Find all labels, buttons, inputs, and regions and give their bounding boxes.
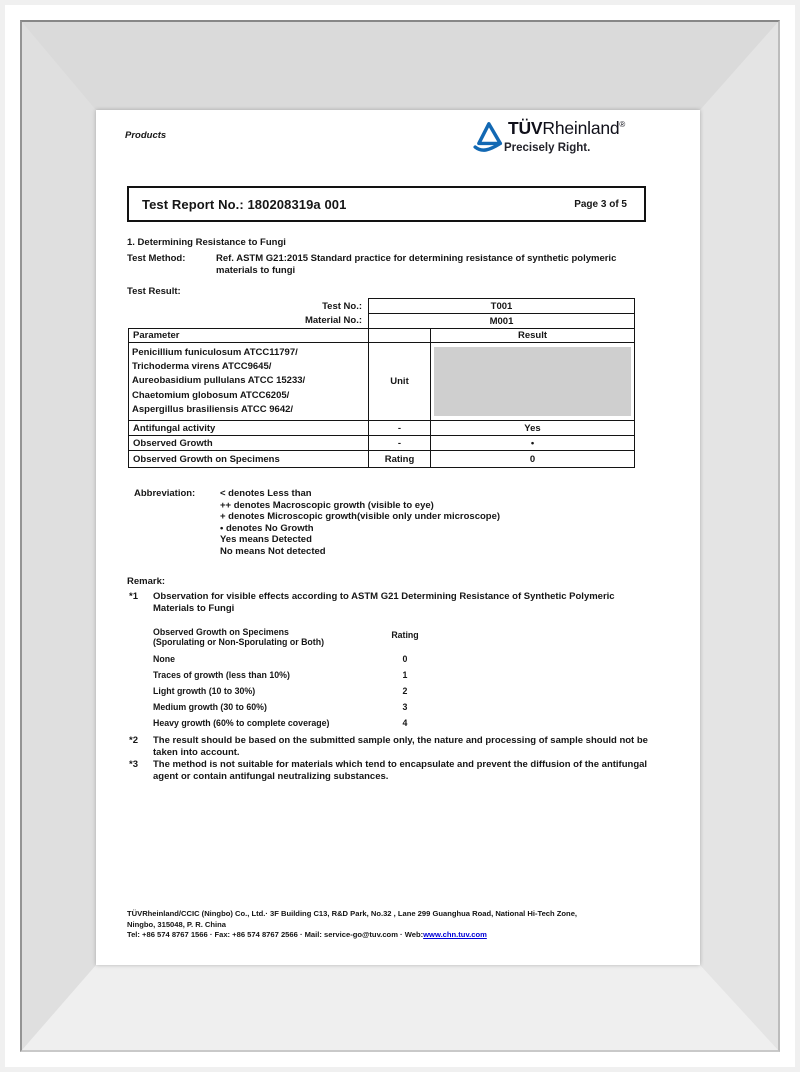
- logo-text-block: [504, 118, 626, 154]
- rating-row-label: Light growth (10 to 30%): [153, 685, 256, 696]
- redacted-result-box: [434, 347, 631, 416]
- footer-line-1: TÜVRheinland/CCIC (Ningbo) Co., Ltd.· 3F Building C13, R&D Park, No.32 , Lane 299 Guanghua Road, National Hi-Tech Zone,: [127, 909, 578, 918]
- test-no-row: [129, 299, 635, 314]
- website-link[interactable]: www.chn.tuv.com: [423, 930, 487, 940]
- logo-tuv-text: TÜV: [508, 118, 543, 138]
- rating-row-label: Medium growth (30 to 60%): [153, 701, 267, 712]
- report-page: [96, 110, 700, 965]
- table-header-row: [129, 329, 635, 343]
- unit-column-header: [369, 329, 431, 343]
- tuv-triangle-icon: [472, 121, 503, 154]
- fungi-line: Chaetomium globosum ATCC6205/: [132, 389, 290, 401]
- result-cell: 0: [431, 451, 635, 468]
- rating-row-value: 2: [402, 685, 408, 696]
- rating-row-value: 0: [402, 653, 408, 664]
- rating-column-header: Rating: [391, 630, 419, 640]
- unit-cell: Rating: [369, 451, 431, 468]
- remark-label: Remark:: [127, 576, 166, 587]
- abbreviation-line: Yes means Detected: [220, 534, 312, 546]
- fungi-line: Trichoderma virens ATCC9645/: [132, 361, 272, 373]
- unit-cell: -: [369, 436, 431, 451]
- abbreviation-line: ++ denotes Macroscopic growth (visible to eye): [220, 499, 434, 511]
- logo-wordmark: [508, 118, 625, 139]
- report-title-box: [127, 186, 646, 222]
- abbreviation-block: [134, 488, 574, 558]
- remark-id: *1: [129, 591, 138, 602]
- parameter-cell: Observed Growth: [129, 436, 369, 451]
- registered-mark: ®: [619, 120, 626, 130]
- test-result-table: [128, 298, 635, 468]
- abbreviation-label: Abbreviation:: [134, 488, 196, 499]
- material-no-row: [129, 314, 635, 329]
- rating-row: [153, 718, 483, 734]
- remark-id: *2: [129, 735, 138, 746]
- abbreviation-line: • denotes No Growth: [220, 522, 314, 534]
- logo-rheinland-text: Rheinland: [542, 118, 620, 138]
- logo-tagline: Precisely Right.: [504, 142, 591, 154]
- rating-row: [153, 654, 483, 670]
- fungi-strains-list: [129, 343, 369, 421]
- table-row: [129, 421, 635, 436]
- test-no-label: Test No.:: [322, 300, 362, 312]
- result-cell: Yes: [431, 421, 635, 436]
- rating-row-label: Traces of growth (less than 10%): [153, 669, 290, 680]
- section-heading: 1. Determining Resistance to Fungi: [127, 237, 286, 248]
- test-method-label: Test Method:: [127, 253, 186, 264]
- fungi-strains-row: [129, 343, 635, 421]
- test-method-text: Ref. ASTM G21:2015 Standard practice for determining resistance of synthetic polymeric materials to fungi: [216, 253, 617, 276]
- test-method-block: [127, 253, 672, 276]
- rating-row-value: 3: [402, 701, 408, 712]
- rating-header-line: (Sporulating or Non-Sporulating or Both): [153, 637, 325, 648]
- abbreviation-line: + denotes Microscopic growth(visible only under microscope): [220, 511, 501, 523]
- rating-header-line: Observed Growth on Specimens: [153, 627, 289, 637]
- remark-text: Observation for visible effects according to ASTM G21 Determining Resistance of Synthetic Polymeric Materials to Fungi: [153, 591, 615, 614]
- footer-address: [127, 909, 692, 941]
- result-cell: [431, 343, 635, 421]
- rating-row: [153, 670, 483, 686]
- abbreviation-line: < denotes Less than: [220, 488, 312, 499]
- remark-item-1: [129, 591, 658, 614]
- remark-item-2: [129, 735, 658, 758]
- test-no-value: T001: [369, 299, 635, 314]
- material-no-label: Material No.:: [304, 315, 362, 327]
- parameter-cell: Observed Growth on Specimens: [129, 451, 369, 468]
- unit-cell: Unit: [369, 343, 431, 421]
- parameter-cell: Antifungal activity: [129, 421, 369, 436]
- rating-table-header-left: [153, 627, 383, 648]
- material-no-value: M001: [369, 314, 635, 329]
- products-label: Products: [125, 130, 167, 141]
- fungi-line: Penicillium funiculosum ATCC11797/: [132, 347, 298, 358]
- rating-row-value: 4: [402, 717, 408, 728]
- result-cell: •: [431, 436, 635, 451]
- rating-row: [153, 686, 483, 702]
- footer-line-3: [127, 930, 692, 941]
- table-row: [129, 436, 635, 451]
- rating-row-label: Heavy growth (60% to complete coverage): [153, 717, 330, 728]
- rating-row-label: None: [153, 653, 175, 664]
- parameter-column-header: Parameter: [129, 329, 369, 343]
- remark-text: The result should be based on the submitted sample only, the nature and processing of sample should not be taken into account.: [153, 735, 648, 758]
- report-number: Test Report No.: 180208319a 001: [142, 196, 347, 212]
- rating-row: [153, 702, 483, 718]
- footer-contact-text: Tel: +86 574 8767 1566 · Fax: +86 574 8767 2566 · Mail: service-go@tuv.com · Web:: [127, 930, 424, 940]
- page-indicator: Page 3 of 5: [574, 198, 627, 210]
- footer-line-2: Ningbo, 315048, P. R. China: [127, 919, 227, 929]
- abbreviation-lines: [220, 488, 574, 558]
- abbreviation-line: No means Not detected: [220, 545, 326, 557]
- remark-text: The method is not suitable for materials which tend to encapsulate and prevent the diffusion of the antifungal agent or contain antifungal neutralizing substances.: [153, 759, 648, 782]
- fungi-line: Aspergillus brasiliensis ATCC 9642/: [132, 403, 294, 415]
- rating-row-value: 1: [402, 669, 408, 680]
- tuv-rheinland-logo: [472, 118, 625, 154]
- fungi-line: Aureobasidium pullulans ATCC 15233/: [132, 375, 306, 387]
- remark-id: *3: [129, 759, 138, 770]
- result-column-header: Result: [431, 329, 635, 343]
- table-row: [129, 451, 635, 468]
- rating-table-header: [153, 627, 483, 648]
- unit-cell: -: [369, 421, 431, 436]
- remark-item-3: [129, 759, 658, 782]
- rating-scale-table: [153, 627, 483, 734]
- test-result-label: Test Result:: [127, 286, 181, 297]
